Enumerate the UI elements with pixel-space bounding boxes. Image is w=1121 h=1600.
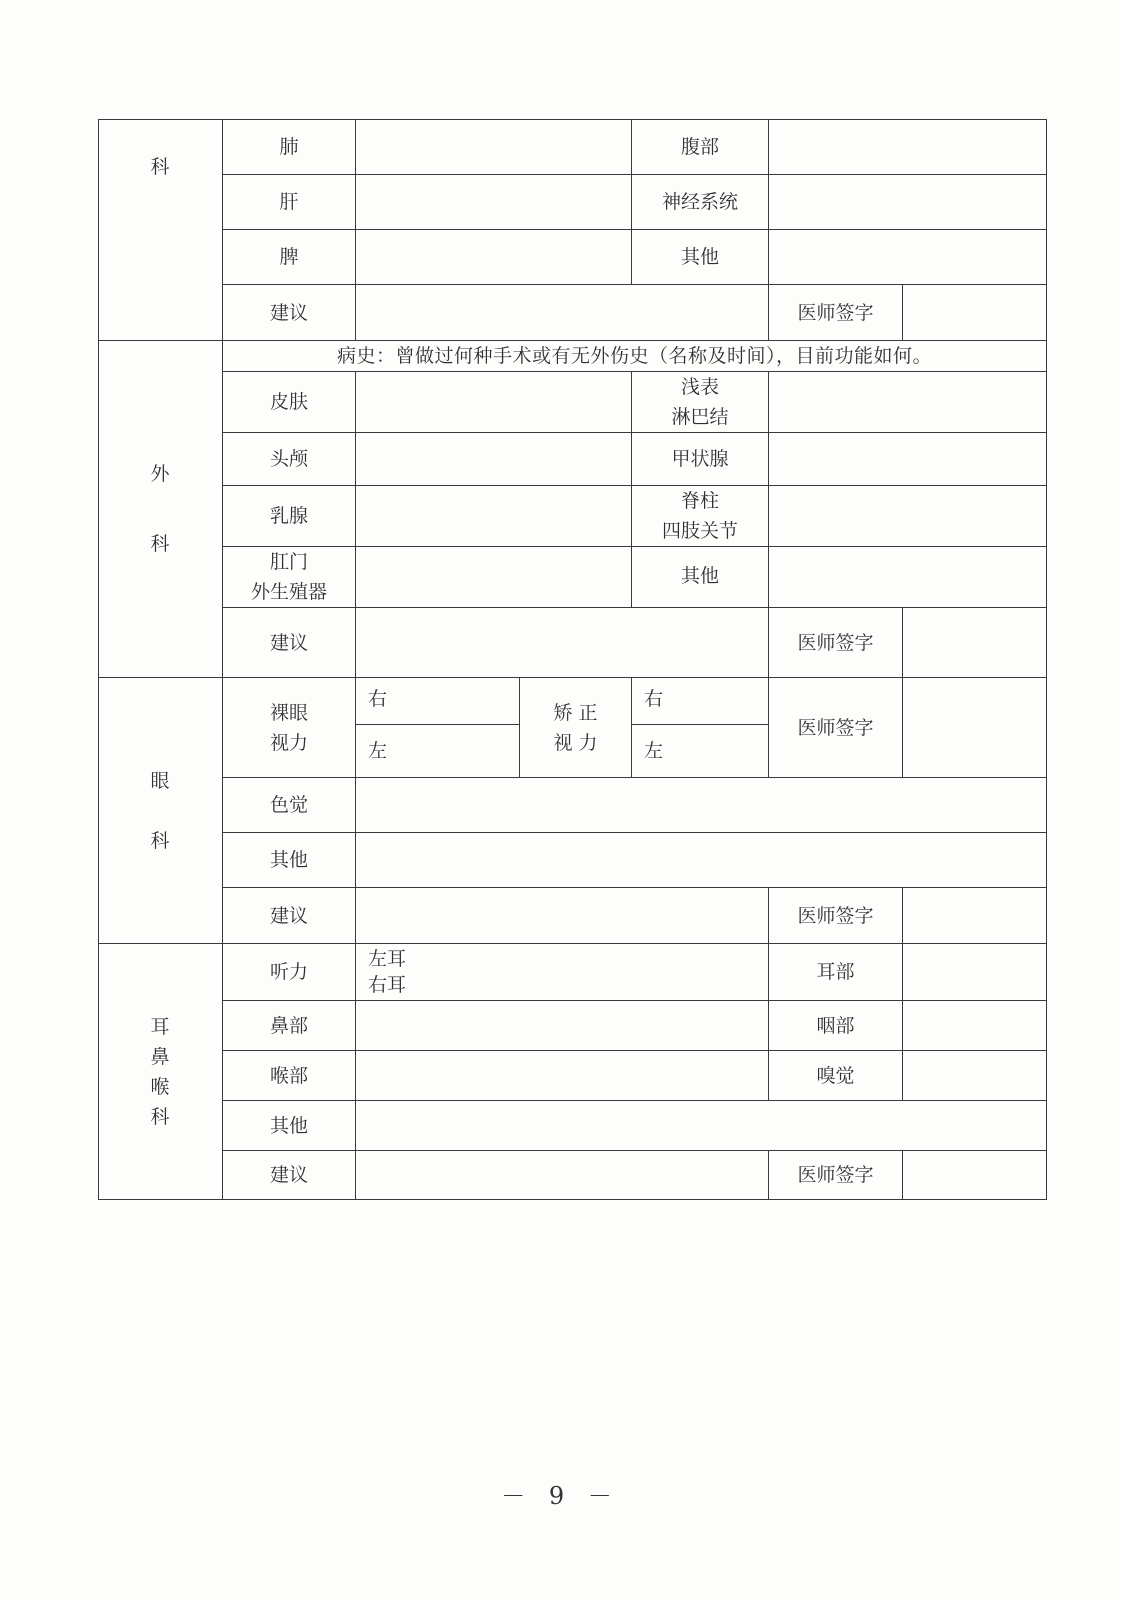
label-corrected-vision: 矫 正 视 力 [520, 678, 632, 778]
page-number: － 9 － [501, 1482, 620, 1510]
label-thyroid: 甲状腺 [632, 433, 769, 486]
naked-left-eye[interactable]: 左 [356, 725, 520, 778]
label-color-vision: 色觉 [223, 778, 356, 833]
label-surgery-signature: 医师签字 [769, 608, 903, 678]
label-head: 头颅 [223, 433, 356, 486]
field-surgery-signature[interactable] [903, 608, 1047, 678]
field-pharynx[interactable] [903, 1001, 1047, 1051]
surgery-section-label: 外 科 [99, 341, 223, 678]
field-anus-genitals[interactable] [356, 547, 632, 608]
label-ent-signature: 医师签字 [769, 1151, 903, 1200]
field-abdomen[interactable] [769, 120, 1047, 175]
label-internal-signature: 医师签字 [769, 285, 903, 341]
label-ear: 耳部 [769, 944, 903, 1001]
field-eye-other[interactable] [356, 833, 1047, 888]
label-anus-genitals: 肛门 外生殖器 [223, 547, 356, 608]
label-skin: 皮肤 [223, 372, 356, 433]
field-breast[interactable] [356, 486, 632, 547]
label-spleen: 脾 [223, 230, 356, 285]
field-eye-suggestion[interactable] [356, 888, 769, 944]
label-spine-limbs: 脊柱 四肢关节 [632, 486, 769, 547]
field-surgery-suggestion[interactable] [356, 608, 769, 678]
field-hearing[interactable] [356, 944, 769, 1001]
label-eye-suggestion: 建议 [223, 888, 356, 944]
field-nervous-system[interactable] [769, 175, 1047, 230]
field-skin[interactable] [356, 372, 632, 433]
label-lymph-nodes: 浅表 淋巴结 [632, 372, 769, 433]
field-ear[interactable] [903, 944, 1047, 1001]
field-surgery-other[interactable] [769, 547, 1047, 608]
naked-right-eye[interactable]: 右 [356, 678, 520, 725]
exam-form-table [98, 119, 1047, 1200]
label-ent-suggestion: 建议 [223, 1151, 356, 1200]
eye-section-label: 眼 科 [99, 678, 223, 944]
label-eye-other: 其他 [223, 833, 356, 888]
field-thyroid[interactable] [769, 433, 1047, 486]
right-ear-label: 右耳 [368, 974, 407, 996]
field-ent-other[interactable] [356, 1101, 1047, 1151]
label-surgery-suggestion: 建议 [223, 608, 356, 678]
field-spleen[interactable] [356, 230, 632, 285]
surgery-history-prompt: 病史：曾做过何种手术或有无外伤史（名称及时间），目前功能如何。 [223, 341, 1047, 372]
label-naked-vision: 裸眼 视力 [223, 678, 356, 778]
label-breast: 乳腺 [223, 486, 356, 547]
ent-section-label: 耳 鼻 喉 科 [99, 944, 223, 1200]
field-head[interactable] [356, 433, 632, 486]
field-smell[interactable] [903, 1051, 1047, 1101]
label-eye-signature: 医师签字 [769, 678, 903, 778]
field-lung[interactable] [356, 120, 632, 175]
field-lymph-nodes[interactable] [769, 372, 1047, 433]
field-eye-signature-2[interactable] [903, 888, 1047, 944]
label-nervous-system: 神经系统 [632, 175, 769, 230]
label-abdomen: 腹部 [632, 120, 769, 175]
label-internal-other: 其他 [632, 230, 769, 285]
field-nose[interactable] [356, 1001, 769, 1051]
label-lung: 肺 [223, 120, 356, 175]
label-ent-other: 其他 [223, 1101, 356, 1151]
label-eye-signature-2: 医师签字 [769, 888, 903, 944]
field-liver[interactable] [356, 175, 632, 230]
label-smell: 嗅觉 [769, 1051, 903, 1101]
label-nose: 鼻部 [223, 1001, 356, 1051]
label-pharynx: 咽部 [769, 1001, 903, 1051]
corrected-right-eye[interactable]: 右 [632, 678, 769, 725]
field-internal-other[interactable] [769, 230, 1047, 285]
label-liver: 肝 [223, 175, 356, 230]
field-color-vision[interactable] [356, 778, 1047, 833]
label-internal-suggestion: 建议 [223, 285, 356, 341]
label-throat: 喉部 [223, 1051, 356, 1101]
corrected-left-eye[interactable]: 左 [632, 725, 769, 778]
field-eye-signature[interactable] [903, 678, 1047, 778]
left-ear-label: 左耳 [368, 948, 407, 970]
field-ent-signature[interactable] [903, 1151, 1047, 1200]
field-ent-suggestion[interactable] [356, 1151, 769, 1200]
label-hearing: 听力 [223, 944, 356, 1001]
label-surgery-other: 其他 [632, 547, 769, 608]
field-throat[interactable] [356, 1051, 769, 1101]
field-internal-suggestion[interactable] [356, 285, 769, 341]
internal-section-label: 科 [99, 120, 223, 341]
field-internal-signature[interactable] [903, 285, 1047, 341]
field-spine-limbs[interactable] [769, 486, 1047, 547]
